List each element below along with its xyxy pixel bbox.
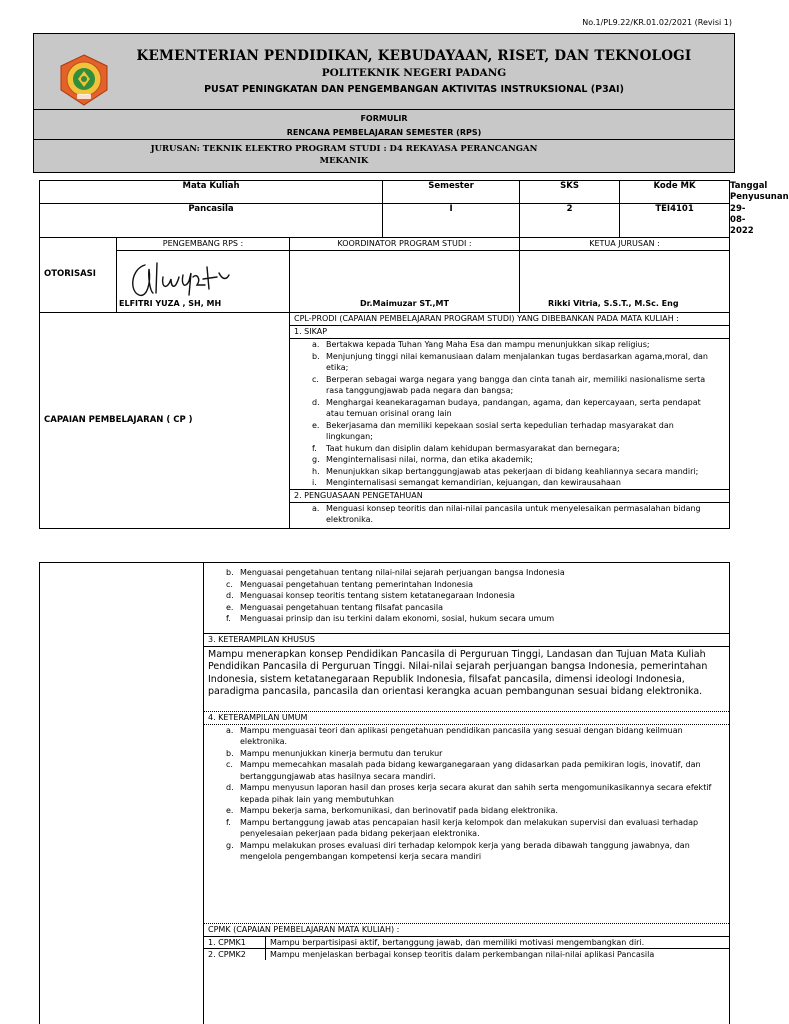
sikap-item [312,466,721,478]
umum-item-marker: a. [226,725,234,735]
value-kode-mk: TEI4101 [620,204,730,238]
signature-cell-koordinator [290,251,520,313]
sikap-item-text: Menginternalisasi semangat kemandirian, kejuangan, dan kewirausahaan [326,478,621,487]
sikap-item-text: Bekerjasama dan memiliki kepekaan sosial serta kepedulian terhadap masyarakat dan lingkungan; [326,420,674,441]
ministry-title: KEMENTERIAN PENDIDIKAN, KEBUDAYAAN, RISET, DAN TEKNOLOGI [136,48,692,64]
umum-item [226,759,721,782]
pengetahuan-item [226,590,721,602]
polytechnic-name: POLITEKNIK NEGERI PADANG [321,67,507,80]
umum-item-text: Mampu menyusun laporan hasil dan proses kerja secara akurat dan sahih serta mengomunikasikannya secara efektif kepada pihak lain yang membutuhkan [240,783,712,804]
pengetahuan-item [226,579,721,591]
pengetahuan-item-marker: c. [226,579,233,589]
sikap-item-text: Menghargai keanekaragaman budaya, pandangan, agama, dan kepercayaan, serta pendapat atau temuan orisinal orang lain [326,397,701,418]
otorisasi-role-row [40,238,730,251]
sikap-item-marker: d. [312,397,320,407]
p3ai-name: PUSAT PENINGKATAN DAN PENGEMBANGAN AKTIVITAS INSTRUKSIONAL (P3AI) [204,84,624,96]
role-koordinator: KOORDINATOR PROGRAM STUDI : [290,238,520,251]
umum-list [204,725,729,923]
header-kode-mk: Kode MK [620,181,730,204]
pengetahuan-item-marker: e. [226,602,234,612]
umum-item-text: Mampu bekerja sama, berkomunikasi, dan berinovatif pada bidang elektronika. [240,806,558,815]
umum-item [226,748,721,760]
form-title-block [34,110,734,140]
cp-continued-content [204,563,730,1024]
document-header [33,33,735,173]
umum-item [226,805,721,817]
pengetahuan-item-text: Menguasai pengetahuan tentang nilai-nilai sejarah perjuangan bangsa Indonesia [240,568,565,577]
sikap-item [312,374,721,397]
rps-cp-continued-table [39,562,730,1024]
sikap-item [312,339,721,351]
umum-item-text: Mampu melakukan proses evaluasi diri terhadap kelompok kerja yang berada dibawah tanggung jawabnya, dan mengelola pengembangan kompetensi kerja secara mandiri [240,840,690,861]
sikap-item-marker: b. [312,351,320,361]
umum-item [226,782,721,805]
cpmk-text: Mampu berpartisipasi aktif, bertanggung jawab, dan memiliki motivasi mengembangkan diri. [270,937,645,947]
sikap-item-text: Berperan sebagai warga negara yang bangga dan cinta tanah air, memiliki nasionalisme serta rasa tanggungjawab pada negara dan bangsa; [326,374,706,395]
sikap-item [312,397,721,420]
umum-item-marker: c. [226,760,233,769]
pengetahuan-item-text: Menguasai pengetahuan tentang pemerintahan Indonesia [240,579,474,589]
sikap-item-text: Menunjukkan sikap bertanggungjawab atas pekerjaan di bidang keahliannya secara mandiri; [326,466,699,476]
sikap-item-marker: e. [312,420,320,430]
cpl-title: CPL-PRODI (CAPAIAN PEMBELAJARAN PROGRAM STUDI) YANG DIBEBANKAN PADA MATA KULIAH : [290,313,729,326]
umum-item [226,725,721,748]
institution-banner [34,34,734,110]
umum-item [226,817,721,840]
umum-item-text: Mampu memecahkan masalah pada bidang kewarganegaraan yang didasarkan pada pemikiran logis, inovatif, dan bertanggungjawab atas hasilnya secara mandiri. [240,760,701,781]
umum-item-marker: e. [226,806,234,815]
umum-item-text: Mampu menunjukkan kinerja bermutu dan terukur [240,748,443,758]
cpmk-title: CPMK (CAPAIAN PEMBELAJARAN MATA KULIAH) : [204,923,729,936]
sikap-item-marker: g. [312,455,320,464]
value-mata-kuliah: Pancasila [40,204,383,238]
sikap-item-marker: i. [312,478,317,487]
sikap-item-marker: c. [312,374,319,384]
sikap-item-marker: h. [312,466,320,476]
pengetahuan-item [226,567,721,579]
header-mata-kuliah: Mata Kuliah [40,181,383,204]
pengetahuan-item-text: Menguasai pengetahuan tentang filsafat pancasila [240,602,444,612]
pengetahuan-item-marker: a. [312,503,320,513]
sikap-item [312,443,721,455]
cp-row [40,313,730,529]
umum-item-marker: f. [226,817,231,827]
polytechnic-logo-icon [58,54,110,106]
course-value-row: Pancasila I 2 TEI4101 29-08-2022 [40,204,730,238]
pengetahuan-item-marker: f. [226,614,231,623]
sikap-item [312,477,721,489]
course-header-row: Mata Kuliah Semester SKS Kode MK Tanggal Penyusunan [40,181,730,204]
cp-continued-label-cell [40,563,204,1024]
sikap-item [312,420,721,443]
pengetahuan-item [312,503,721,526]
value-sks: 2 [520,204,620,238]
cpmk-list [204,936,729,960]
name-koordinator: Dr.Maimuzar ST.,MT [360,299,449,309]
value-semester: I [383,204,520,238]
sikap-item [312,351,721,374]
header-semester: Semester [383,181,520,204]
pengetahuan-item-text: Menguasai prinsip dan isu terkini dalam ekonomi, sosial, hukum secara umum [240,614,555,623]
umum-item-marker: d. [226,783,234,792]
sikap-item-text: Bertakwa kepada Tuhan Yang Maha Esa dan mampu menunjukkan sikap religius; [326,340,650,349]
umum-title: 4. KETERAMPILAN UMUM [204,711,729,725]
pengetahuan-item-marker: b. [226,568,234,577]
role-ketua: KETUA JURUSAN : [520,238,730,251]
jurusan-line: JURUSAN: TEKNIK ELEKTRO PROGRAM STUDI : D4 REKAYASA PERANCANGAN MEKANIK [150,144,538,166]
umum-item-marker: g. [226,840,234,850]
header-sks: SKS [520,181,620,204]
pengetahuan-title: 2. PENGUASAAN PENGETAHUAN [290,489,729,503]
signature-cell-ketua [520,251,730,313]
rps-info-table [39,180,789,529]
cp-continued-row [40,563,730,1024]
pengetahuan-item-marker: d. [226,591,234,600]
handwritten-signature-icon [123,255,233,301]
otorisasi-label: OTORISASI [40,238,117,313]
khusus-title: 3. KETERAMPILAN KHUSUS [204,633,729,647]
name-ketua: Rikki Vitria, S.S.T., M.Sc. Eng [548,299,679,309]
sikap-item-text: Menjunjung tinggi nilai kemanusiaan dalam menjalankan tugas berdasarkan agama,moral, dan etika; [326,351,708,372]
umum-item-text: Mampu bertanggung jawab atas pencapaian hasil kerja kelompok dan melakukan supervisi dan evaluasi terhadap penyelesaian pekerjaan pada bidang pekerjaan elektronika. [240,817,699,838]
cpmk-id: 1. CPMK1 [204,937,266,948]
signature-cell-pengembang [117,251,290,313]
sikap-item-text: Menginternalisasi nilai, norma, dan etika akademik; [326,455,533,464]
umum-item-text: Mampu menguasai teori dan aplikasi pengetahuan pendidikan pancasila yang sesuai dengan bidang keilmuan elektronika. [240,725,683,746]
cp-label: CAPAIAN PEMBELAJARAN ( CP ) [40,313,290,529]
cpmk-row [204,936,729,948]
document-number: No.1/PL9.22/KR.01.02/2021 (Revisi 1) [582,18,732,27]
cpmk-text: Mampu menjelaskan berbagai konsep teoritis dalam perkembangan nilai-nilai aplikasi Pancasila [270,949,655,959]
form-title: RENCANA PEMBELAJARAN SEMESTER (RPS) [286,128,482,137]
cpmk-row [204,948,729,960]
sikap-list [290,339,729,489]
form-label: FORMULIR [360,114,408,123]
khusus-text: Mampu menerapkan konsep Pendidikan Pancasila di Perguruan Tinggi, Landasan dan Tujuan Mata Kuliah Pendidikan Pancasila di Perguruan Tinggi. Nilai-nilai sejarah perjuangan bangsa Indonesia, pemerintahan Indonesia, sistem ketatanegaraan Republik Indonesia, filsafat pancasila, dimensi ideologi Indonesia, paradigma pancasila, pancasila dan orientasi kerangka acuan pembangunan sesuai bidang elektronika. [208,648,708,697]
pengetahuan-item-text: Menguasai konsep teoritis tentang sistem ketatanegaraan Indonesia [240,591,515,600]
pengetahuan-list-part2 [204,563,729,633]
pengetahuan-item-text: Menguasi konsep teoritis dan nilai-nilai pancasila untuk menyelesaikan permasalahan bidang elektronika. [326,503,701,524]
pengetahuan-item [226,613,721,625]
umum-item [226,840,721,863]
name-pengembang: ELFITRI YUZA , SH, MH [119,299,222,309]
sikap-item-marker: a. [312,340,320,349]
sikap-item-text: Taat hukum dan disiplin dalam kehidupan bermasyarakat dan bernegara; [326,443,620,453]
otorisasi-signature-row [40,251,730,313]
pengetahuan-list-part1 [290,503,729,528]
sikap-item [312,454,721,466]
role-pengembang: PENGEMBANG RPS : [117,238,290,251]
pengetahuan-item [226,602,721,614]
umum-item-marker: b. [226,748,234,758]
cpmk-id: 2. CPMK2 [204,949,266,960]
sikap-item-marker: f. [312,443,317,453]
cp-content [290,313,730,529]
sikap-title: 1. SIKAP [290,326,729,339]
